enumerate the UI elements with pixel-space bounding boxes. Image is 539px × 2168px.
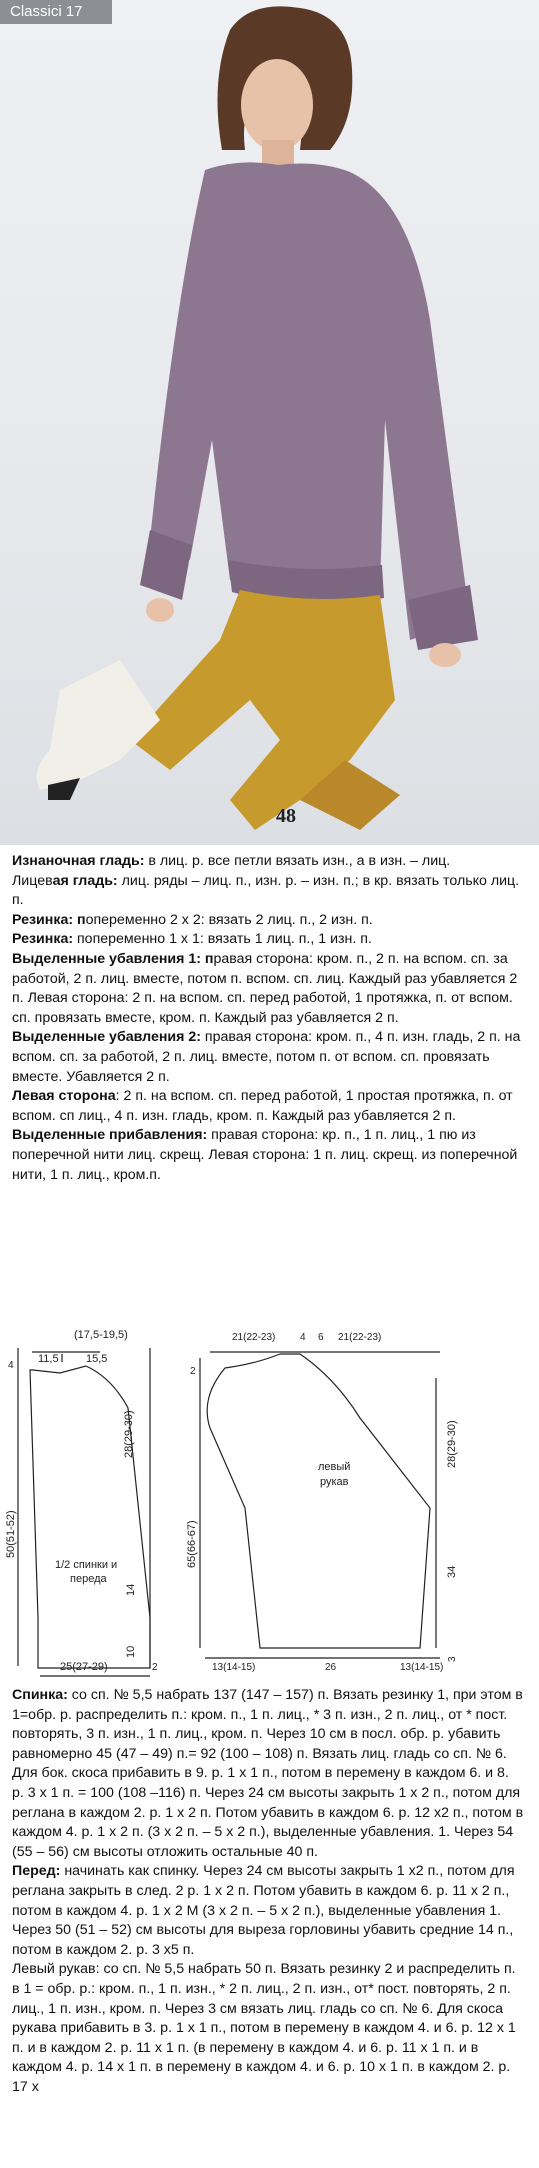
sleeve-top-left: 21(22-23) — [232, 1332, 276, 1343]
photo-illustration — [0, 0, 539, 845]
sleeve-instructions: Левый рукав: со сп. № 5,5 набрать 50 п. Вязать резинку 2 и распределить п. в 1 = обр. р.: кром. п., 1 п. изн., * 2 п. лиц., 2 п. изн., от* пост. повторять, 2 п. лиц., 1 п. изн., кром. п. Через 3 см вязать лиц. гладь со сп. № 6. Для скоса рукава прибавить в 3. р. 1 х 1 п., потом в перемену в каждом 4. и 6. р. 12 х 1 п. и в каждом 2. р. 11 х 1 п. (в перемену в каждом 4. и 6. р. 11 х 1 п. и в каждом 4. р. 14 х 1 п. в перемену в каждом 4. и 6. р. 10 х 1 п. в каждом 2. р. 17 х — [12, 1961, 516, 2095]
back-title: Спинка: — [12, 1687, 68, 1703]
rib-1x1-text: попеременно 1 х 1: вязать 1 лиц. п., 1 изн. п. — [73, 931, 372, 948]
decrease-2-text: правая сторона: кром. п., 4 п. изн. гладь, 2 п. на вспом. сп. за работой, 2 п. лиц. вместе, потом п. от вспом. сп. провязать вместе. Убавляется 2 п. — [12, 1029, 521, 1085]
front-raglan-height: 28(29-30) — [123, 1410, 135, 1458]
magazine-tag: Classici 17 — [0, 0, 112, 24]
sleeve-top-mid-b: 6 — [318, 1332, 324, 1343]
front-neck: 15,5 — [86, 1353, 108, 1365]
left-side-title: Левая сторона — [12, 1088, 116, 1105]
back-instructions — [12, 1686, 524, 1862]
stitch-knit-text: лиц. ряды – лиц. п., изн. р. – изн. п.; в кр. вязать только лиц. п. — [12, 872, 520, 909]
stitch-knit-start: Лицев — [12, 872, 53, 889]
sleeve-lower-height: 34 — [446, 1565, 458, 1578]
sleeve-bottom-right: 13(14-15) — [400, 1662, 444, 1673]
front-title: Перед: — [12, 1863, 61, 1880]
sleeve-bottom-mid: 26 — [325, 1662, 337, 1673]
rib-1x1-title: Резинка: — [12, 931, 74, 948]
decrease-1 — [12, 950, 524, 1028]
sleeve-rib-right: 3 — [447, 1656, 458, 1662]
sleeve-total-height: 65(66-67) — [186, 1520, 198, 1568]
schematics-svg — [0, 1318, 539, 1678]
left-side-text: : 2 п. на вспом. сп. перед работой, 1 простая протяжка, п. от вспом. сп лиц., 4 п. изн. гладь, кром. п. Каждый раз убавляется 2 п. — [12, 1088, 513, 1124]
sleeve-left-top: 2 — [190, 1366, 196, 1377]
left-side — [12, 1087, 524, 1126]
front-total-height: 50(51-52) — [5, 1510, 17, 1558]
sleeve-bottom-left: 13(14-15) — [212, 1662, 256, 1673]
schematics — [0, 1318, 539, 1678]
front-label-1: 1/2 спинки и — [55, 1559, 118, 1571]
rib-2x2-title: Резинка: п — [12, 911, 86, 928]
stitch-knit — [12, 872, 524, 911]
front-bottom-width: 25(27-29) — [60, 1661, 108, 1673]
rib-2x2 — [12, 911, 524, 931]
front-label-2: переда — [70, 1573, 107, 1585]
sleeve-raglan-height: 28(29-30) — [446, 1420, 458, 1468]
front-rib: 10 — [125, 1645, 137, 1658]
decrease-1-text: равая сторона: кром. п., 2 п. на вспом. сп. за работой, 2 п. лиц. вместе, потом п. вспом. сп. лиц. Каждый раз убавляется 2 п. Левая сторона: 2 п. на вспом. сп. перед работой, 1 протяжка, п. от вспом. сп. провязать вместе, кром. п. Каждый раз убавляется 2 п. — [12, 950, 518, 1026]
increases — [12, 1126, 524, 1185]
sleeve-label-2: рукав — [320, 1476, 349, 1488]
stitch-knit-title: ая гладь: — [52, 872, 118, 889]
sleeve-outline — [207, 1354, 430, 1648]
front-bottom-sep: 2 — [152, 1662, 158, 1673]
front-shoulder: 11,5 — [38, 1353, 59, 1365]
decrease-2-title: Выделенные убавления 2: — [12, 1029, 201, 1046]
increases-title: Выделенные прибавления: — [12, 1127, 208, 1144]
page-number: 48 — [276, 805, 296, 827]
sleeve-top-right: 21(22-23) — [338, 1332, 382, 1343]
decrease-1-title: Выделенные убавления 1: п — [12, 950, 214, 967]
front-instructions — [12, 1862, 524, 1960]
fashion-photo — [0, 0, 539, 845]
front-side-len: 14 — [125, 1583, 137, 1596]
increases-text: правая сторона: кр. п., 1 п. лиц., 1 пю из поперечной нити лиц. скрещ. Левая сторона: 1 п. лиц. скрещ. из поперечной нити, 1 п. лиц., кром.п. — [12, 1127, 518, 1183]
back-text: со сп. № 5,5 набрать 137 (147 – 157) п. Вязать резинку 1, при этом в 1=обр. р. распределить п.: кром. п., 1 п. лиц., * 3 п. изн., 2 п. лиц., от * пост. повторять, 3 п. изн., 1 п. лиц., кром. п. Через 10 см в посл. обр. р. убавить равномерно 45 (47 – 49) п.= 92 (100 – 108) п. Вязать лиц. гладь со сп. № 6. Для бок. скоса прибавить в 9. р. 1 х 1 п., потом в перемену в каждом 6. и 8. р. 3 х 1 п. = 100 (108 –116) п. Через 24 см высоты закрыть 1 х 2 п., потом для реглана в каждом 2. р. 1 х 2 п. Потом убавить в каждом 6. р. 12 х2 п., потом в каждом 4. р. 1 х 2 п. (3 х 2 п. – 5 х 2 п.), выделенные убавления. 1. Через 54 (55 – 56) см высоты отложить остальные 40 п. — [12, 1687, 524, 1860]
sleeve-top-mid-a: 4 — [300, 1332, 306, 1343]
front-top-width: (17,5-19,5) — [74, 1329, 128, 1341]
decrease-2 — [12, 1028, 524, 1087]
instructions — [12, 1686, 524, 2097]
stitch-descriptions — [12, 852, 524, 1185]
rib-2x2-text: опеременно 2 х 2: вязать 2 лиц. п., 2 изн. п. — [85, 911, 373, 928]
front-text: начинать как спинку. Через 24 см высоты закрыть 1 х2 п., потом для реглана закрыть в след. 2 р. 1 х 2 п. Потом убавить в каждом 6. р. 11 х 2 п., потом в каждом 4. р. 1 х 2 М (3 х 2 п. – 5 х 2 п.), выделенные убавления 1. Через 50 (51 – 52) см высоты для выреза горловины убавить средние 14 п., потом в каждом 2. р. 3 х5 п. — [12, 1863, 515, 1958]
stitch-purl-title: Изнаночная гладь: — [12, 853, 145, 869]
stitch-purl — [12, 852, 524, 872]
stitch-purl-text: в лиц. р. все петли вязать изн., а в изн. – лиц. — [144, 853, 451, 869]
rib-1x1 — [12, 930, 524, 950]
sleeve-label-1: левый — [318, 1461, 351, 1473]
front-left-top: 4 — [8, 1360, 14, 1371]
